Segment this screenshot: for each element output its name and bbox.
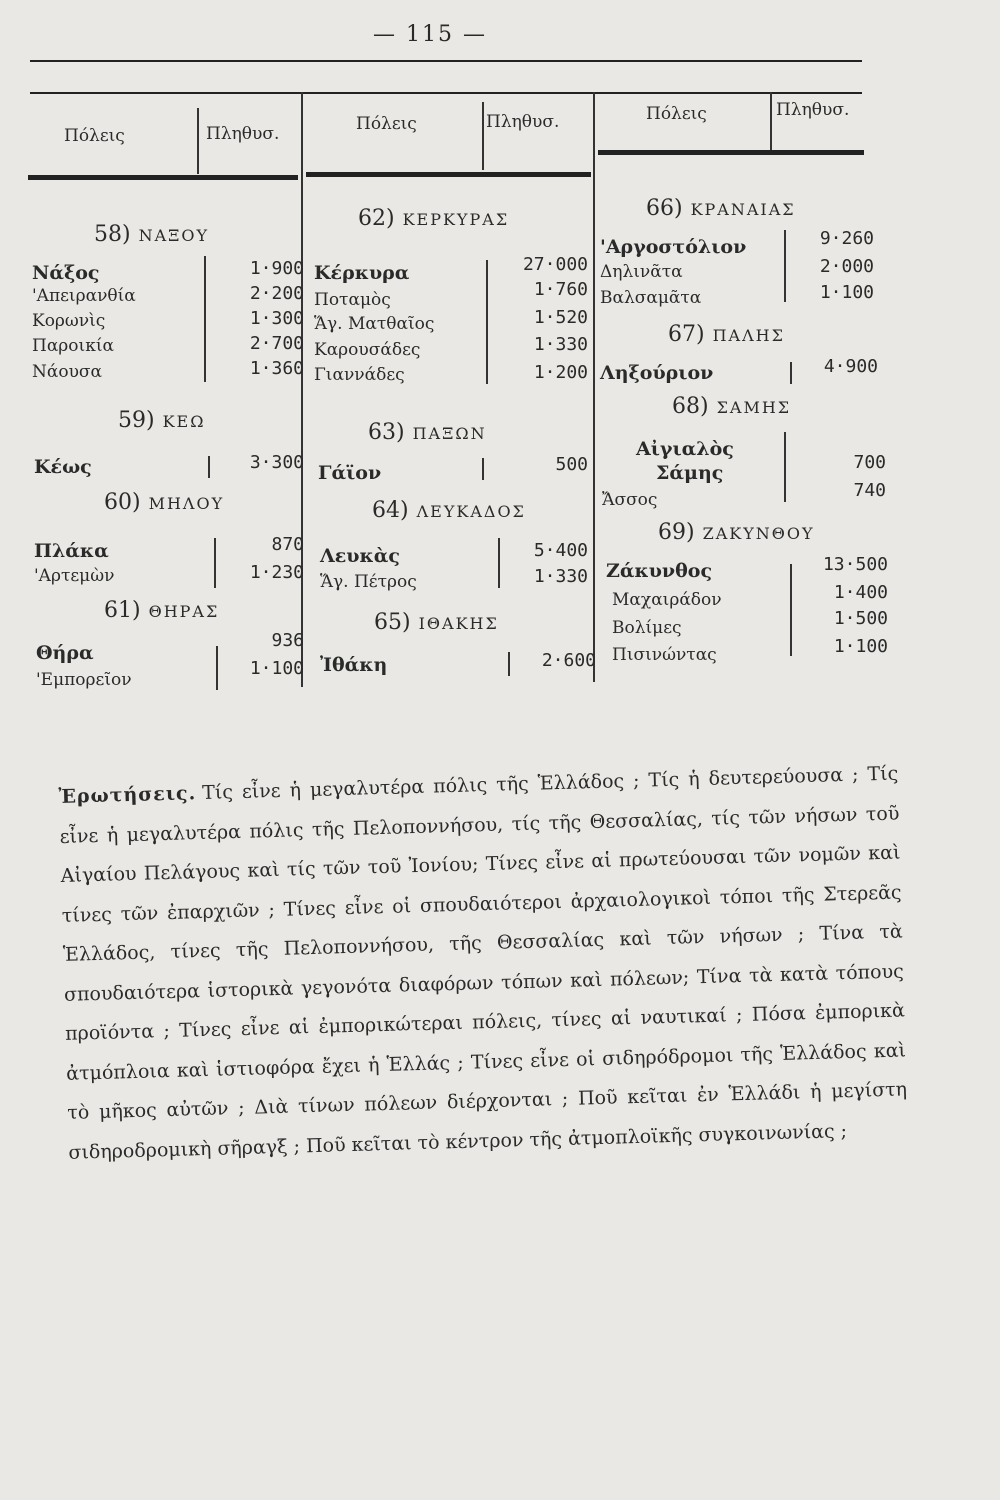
- city-name: Πλάκα: [34, 540, 109, 562]
- city-name: Κορωνὶς: [32, 311, 106, 331]
- value-divider: [216, 646, 218, 690]
- section-title: 58) ΝΑΞΟΥ: [94, 222, 210, 247]
- value-divider: [790, 362, 792, 384]
- questions-paragraph: [58, 755, 909, 1173]
- col-header-population: Πληθυσ.: [776, 100, 850, 120]
- col-header-cities: Πόλεις: [356, 114, 417, 134]
- population-value: 1·300: [249, 308, 304, 329]
- city-name: Ἄσσος: [602, 490, 658, 510]
- population-value: 9·260: [819, 228, 874, 249]
- header-divider: [770, 92, 772, 150]
- city-name: Αἰγιαλὸς: [636, 438, 734, 460]
- population-value: 1·400: [833, 582, 888, 603]
- population-value: 2·600: [541, 650, 596, 671]
- population-value: 1·230: [249, 562, 304, 583]
- city-name: Ἅγ. Πέτρος: [320, 572, 417, 592]
- header-rule: [598, 150, 864, 155]
- section-title: 59) ΚΕΩ: [118, 408, 206, 433]
- city-name: Νάξος: [32, 262, 100, 284]
- city-name: Κέρκυρα: [314, 262, 410, 284]
- page-number: — 115 —: [373, 22, 487, 47]
- population-value: 700: [853, 452, 886, 473]
- city-name: 'Αργοστόλιον: [600, 236, 747, 258]
- population-value: 5·400: [533, 540, 588, 561]
- city-name: Κέως: [34, 456, 92, 478]
- population-value: 1·100: [833, 636, 888, 657]
- city-name: 'Εμπορεῖον: [36, 670, 132, 690]
- city-name: Βαλσαμᾶτα: [600, 288, 702, 308]
- population-value: 1·760: [533, 279, 588, 300]
- value-divider: [498, 538, 500, 588]
- col-header-population: Πληθυσ.: [206, 124, 280, 144]
- value-divider: [482, 458, 484, 480]
- population-value: 936: [271, 630, 304, 651]
- population-value: 4·900: [823, 356, 878, 377]
- population-value: 2·700: [249, 333, 304, 354]
- population-value: 13·500: [822, 554, 888, 575]
- city-name: Δηλινᾶτα: [600, 262, 683, 282]
- population-value: 1·200: [533, 362, 588, 383]
- column-divider: [593, 92, 595, 682]
- city-name: Καρουσάδες: [314, 340, 421, 360]
- city-name: 'Απειρανθία: [32, 286, 136, 306]
- value-divider: [784, 230, 786, 302]
- col-header-cities: Πόλεις: [64, 126, 125, 146]
- city-name: Γάϊον: [318, 462, 382, 484]
- value-divider: [790, 564, 792, 656]
- header-divider: [482, 102, 484, 170]
- population-value: 1·500: [833, 608, 888, 629]
- value-divider: [214, 538, 216, 588]
- population-value: 27·000: [522, 254, 588, 275]
- city-name: Θήρα: [36, 642, 94, 664]
- population-value: 500: [555, 454, 588, 475]
- section-title: 64) ΛΕΥΚΑΔΟΣ: [372, 498, 526, 523]
- section-title: 67) ΠΑΛΗΣ: [668, 322, 785, 347]
- questions-text: Τίς εἶνε ἡ μεγαλυτέρα πόλις τῆς Ἑλλάδος ; Τίς ἡ δευτερεύουσα ; Τίς εἶνε ἡ μεγαλυτέρα πόλις τῆς Πελοποννήσου, τίς τῆς Θεσσαλίας, τίς τῶν νήσων τοῦ Αἰγαίου Πελάγους καὶ τίς τῶν τοῦ Ἰονίου; Τίνες εἶνε αἱ πρωτεύουσαι τῶν νομῶν καὶ τίνες τῶν ἐπαρχιῶν ; Τίνες εἶνε οἱ σπουδαιότεροι ἀρχαιολογικοὶ τόποι τῆς Στερεᾶς Ἑλλάδος, τίνες τῆς Πελοποννήσου, τῆς Θεσσαλίας καὶ τῶν νήσων ; Τίνα τὰ σπουδαιότερα ἱστορικὰ γεγονότα διαφόρων τόπων καὶ πόλεων; Τίνα τὰ κατὰ τόπους προϊόντα ; Τίνες εἶνε αἱ ἐμπορικώτεραι πόλεις, τίνες αἱ ναυτικαί ; Πόσα ἐμπορικὰ ἀτμόπλοια καὶ ἱστιοφόρα ἔχει ἡ Ἑλλάς ; Τίνες εἶνε οἱ σιδηρόδρομοι τῆς Ἑλλάδος καὶ τὸ μῆκος αὐτῶν ; Διὰ τίνων πόλεων διέρχονται ; Ποῦ κεῖται ἐν Ἑλλάδι ἡ μεγίστη σιδηροδρομικὴ σῆραγξ ; Ποῦ κεῖται τὸ κέντρον τῆς ἀτμοπλοϊκῆς συγκοινωνίας ;: [59, 762, 908, 1164]
- city-name: Μαχαιράδον: [612, 590, 722, 610]
- population-value: 1·900: [249, 258, 304, 279]
- population-value: 2·000: [819, 256, 874, 277]
- header-rule: [28, 175, 298, 180]
- city-name: Ἅγ. Ματθαῖος: [314, 314, 435, 334]
- section-title: 61) ΘΗΡΑΣ: [104, 598, 220, 623]
- city-name: Ἰθάκη: [320, 654, 388, 676]
- section-title: 68) ΣΑΜΗΣ: [672, 394, 792, 419]
- population-value: 2·200: [249, 283, 304, 304]
- header-divider: [197, 108, 199, 174]
- population-value: 3·300: [249, 452, 304, 473]
- city-name: Σάμης: [656, 462, 724, 484]
- city-name: Βολίμες: [612, 618, 682, 638]
- value-divider: [508, 652, 510, 676]
- population-value: 1·100: [819, 282, 874, 303]
- col-header-population: Πληθυσ.: [486, 112, 560, 132]
- section-title: 65) ΙΘΑΚΗΣ: [374, 610, 499, 635]
- population-value: 1·520: [533, 307, 588, 328]
- population-value: 1·330: [533, 334, 588, 355]
- city-name: Πισινώντας: [612, 645, 717, 665]
- city-name: Νάουσα: [32, 362, 103, 382]
- city-name: 'Αρτεμὼν: [34, 566, 115, 586]
- city-name: Παροικία: [32, 336, 114, 356]
- population-value: 1·330: [533, 566, 588, 587]
- city-name: Ποταμὸς: [314, 290, 391, 310]
- population-value: 870: [271, 534, 304, 555]
- value-divider: [784, 432, 786, 502]
- section-title: 62) ΚΕΡΚΥΡΑΣ: [358, 206, 510, 231]
- col-header-cities: Πόλεις: [646, 104, 707, 124]
- value-divider: [208, 456, 210, 478]
- value-divider: [486, 260, 488, 384]
- questions-label: Ἐρωτήσεις.: [58, 782, 197, 808]
- value-divider: [204, 256, 206, 382]
- column-divider: [301, 92, 303, 687]
- city-name: Λευκὰς: [320, 545, 400, 567]
- section-title: 60) ΜΗΛΟΥ: [104, 490, 225, 515]
- section-title: 66) ΚΡΑΝΑΙΑΣ: [646, 196, 796, 221]
- population-value: 1·100: [249, 658, 304, 679]
- top-rule: [30, 60, 862, 62]
- population-value: 1·360: [249, 358, 304, 379]
- section-title: 69) ΖΑΚΥΝΘΟΥ: [658, 520, 815, 545]
- city-name: Γιαννάδες: [314, 365, 405, 385]
- header-rule: [306, 172, 591, 177]
- city-name: Ζάκυνθος: [606, 560, 713, 582]
- section-title: 63) ΠΑΞΩΝ: [368, 420, 487, 445]
- city-name: Ληξούριον: [600, 362, 714, 384]
- top-rule-2: [30, 92, 862, 94]
- population-value: 740: [853, 480, 886, 501]
